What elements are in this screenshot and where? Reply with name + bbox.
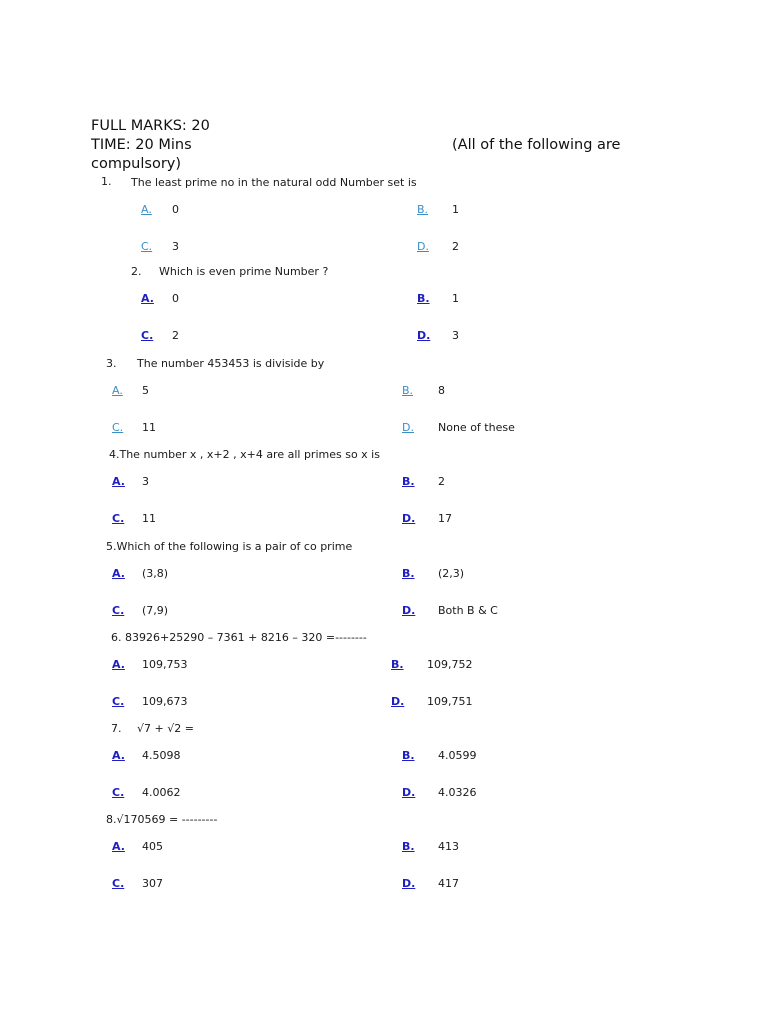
option-a-label[interactable]: A. (112, 567, 125, 580)
option-c-label[interactable]: C. (141, 240, 153, 253)
option-a-value: 0 (172, 203, 179, 216)
option-d-value: None of these (438, 421, 515, 434)
option-d-label[interactable]: D. (402, 604, 416, 617)
option-d-label[interactable]: D. (402, 512, 416, 525)
question-text: Which is even prime Number ? (159, 265, 329, 278)
instruction-note-cont: compulsory) (91, 156, 182, 172)
option-b-label[interactable]: B. (417, 292, 430, 305)
instruction-note: (All of the following are (452, 137, 621, 153)
option-b-label[interactable]: B. (402, 840, 415, 853)
question-text: 4.The number x , x+2 , x+4 are all primes so x is (109, 448, 380, 461)
option-c-value: 109,673 (142, 695, 188, 708)
option-d-value: 2 (452, 240, 459, 253)
option-d-value: 4.0326 (438, 786, 477, 799)
option-d-label[interactable]: D. (391, 695, 405, 708)
option-c-label[interactable]: C. (112, 786, 125, 799)
option-c-label[interactable]: C. (112, 877, 125, 890)
option-a-value: 3 (142, 475, 149, 488)
question-text: 6. 83926+25290 – 7361 + 8216 – 320 =-------- (111, 631, 367, 644)
question-number: 7. (111, 722, 122, 735)
option-b-label[interactable]: B. (417, 203, 429, 216)
option-b-value: 2 (438, 475, 445, 488)
option-a-value: 109,753 (142, 658, 188, 671)
question-text: √7 + √2 = (137, 722, 194, 735)
option-d-value: 3 (452, 329, 459, 342)
option-a-label[interactable]: A. (112, 749, 125, 762)
option-b-label[interactable]: B. (402, 384, 414, 397)
question-number: 2. (131, 265, 142, 278)
option-b-value: 1 (452, 203, 459, 216)
question-text: The least prime no in the natural odd Number set is (131, 176, 417, 189)
option-a-label[interactable]: A. (112, 840, 125, 853)
option-a-value: 405 (142, 840, 163, 853)
option-a-label[interactable]: A. (112, 384, 123, 397)
option-b-value: 8 (438, 384, 445, 397)
option-a-value: 5 (142, 384, 149, 397)
option-b-value: 4.0599 (438, 749, 477, 762)
option-d-value: Both B & C (438, 604, 498, 617)
option-c-label[interactable]: C. (112, 604, 125, 617)
option-c-value: 3 (172, 240, 179, 253)
option-a-label[interactable]: A. (141, 292, 154, 305)
option-a-value: (3,8) (142, 567, 169, 580)
option-a-label[interactable]: A. (141, 203, 152, 216)
question-text: 8.√170569 = --------- (106, 813, 218, 826)
option-d-value: 417 (438, 877, 459, 890)
option-b-value: 1 (452, 292, 459, 305)
option-a-label[interactable]: A. (112, 475, 125, 488)
option-b-label[interactable]: B. (402, 475, 415, 488)
option-b-label[interactable]: B. (402, 567, 415, 580)
question-number: 1. (101, 175, 112, 188)
option-b-value: (2,3) (438, 567, 465, 580)
option-c-value: 11 (142, 512, 156, 525)
option-d-label[interactable]: D. (402, 421, 414, 434)
question-text: The number 453453 is diviside by (137, 357, 325, 370)
option-b-label[interactable]: B. (391, 658, 404, 671)
option-c-label[interactable]: C. (141, 329, 154, 342)
option-a-value: 4.5098 (142, 749, 181, 762)
option-c-value: 11 (142, 421, 156, 434)
option-b-value: 109,752 (427, 658, 473, 671)
question-number: 3. (106, 357, 117, 370)
option-c-value: 307 (142, 877, 163, 890)
option-b-label[interactable]: B. (402, 749, 415, 762)
time-limit: TIME: 20 Mins (91, 137, 192, 153)
option-c-value: 4.0062 (142, 786, 181, 799)
option-c-value: (7,9) (142, 604, 169, 617)
option-d-label[interactable]: D. (417, 329, 431, 342)
option-c-label[interactable]: C. (112, 512, 125, 525)
option-d-label[interactable]: D. (402, 786, 416, 799)
option-a-value: 0 (172, 292, 179, 305)
option-d-value: 17 (438, 512, 452, 525)
option-c-value: 2 (172, 329, 179, 342)
option-c-label[interactable]: C. (112, 421, 124, 434)
option-d-label[interactable]: D. (402, 877, 416, 890)
full-marks: FULL MARKS: 20 (91, 118, 210, 134)
option-c-label[interactable]: C. (112, 695, 125, 708)
option-d-value: 109,751 (427, 695, 473, 708)
option-a-label[interactable]: A. (112, 658, 125, 671)
option-d-label[interactable]: D. (417, 240, 429, 253)
option-b-value: 413 (438, 840, 459, 853)
question-text: 5.Which of the following is a pair of co prime (106, 540, 353, 553)
